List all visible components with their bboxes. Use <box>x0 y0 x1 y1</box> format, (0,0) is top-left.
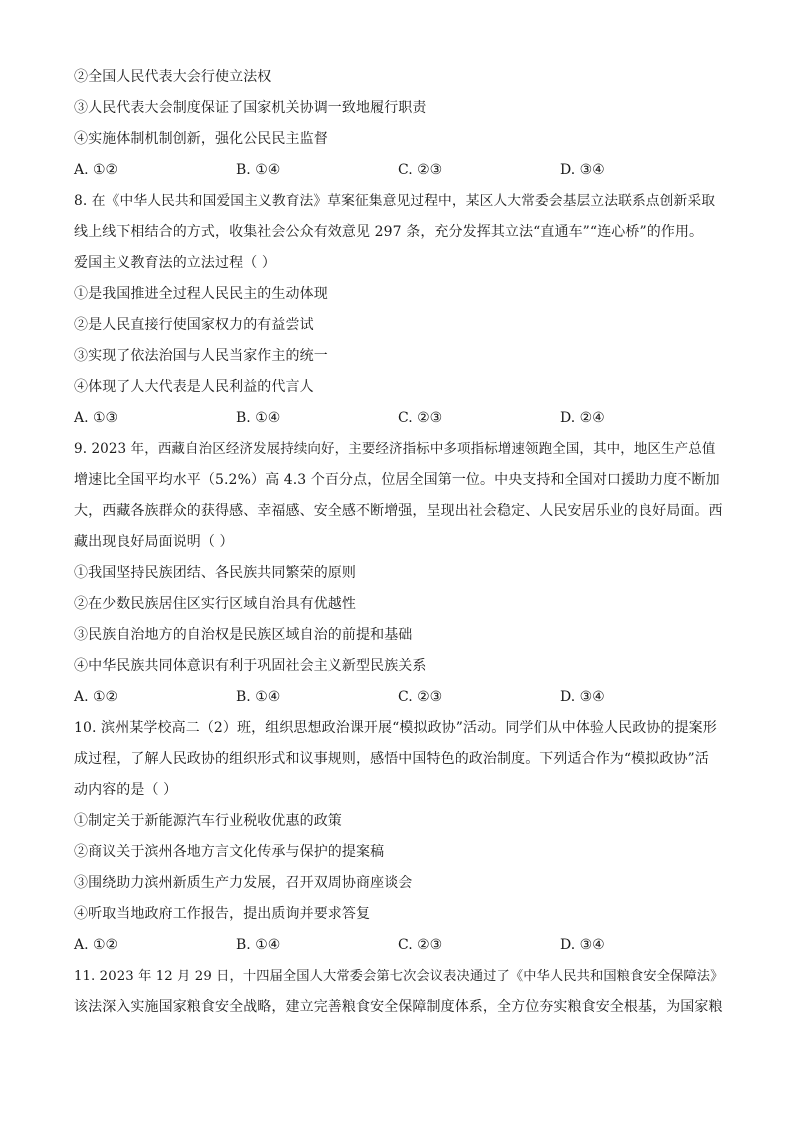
option-c: C. ②③ <box>398 410 443 426</box>
answer-options <box>74 930 724 961</box>
question-stem-line: 线上线下相结合的方式，收集社会公众有效意见 297 条，充分发挥其立法“直通车”“连心桥”的作用。 <box>74 224 704 240</box>
choice-item: ②商议关于滨州各地方言文化传承与保护的提案稿 <box>74 844 385 860</box>
choice-item: ①制定关于新能源汽车行业税收优惠的政策 <box>74 813 342 829</box>
option-c: C. ②③ <box>398 689 443 705</box>
answer-options <box>74 155 724 186</box>
choice-item: ④中华民族共同体意识有利于巩固社会主义新型民族关系 <box>74 658 427 674</box>
option-d: D. ③④ <box>560 162 605 178</box>
choice-item: ①我国坚持民族团结、各民族共同繁荣的原则 <box>74 565 356 581</box>
option-d: D. ②④ <box>560 410 605 426</box>
question-10 <box>74 713 724 961</box>
option-b: B. ①④ <box>236 689 281 705</box>
answer-options <box>74 403 724 434</box>
choice-item: ④实施体制机制创新，强化公民民主监督 <box>74 131 328 147</box>
choice-item: ②在少数民族居住区实行区域自治具有优越性 <box>74 596 356 612</box>
option-d: D. ③④ <box>560 689 605 705</box>
question-stem-line: 藏出现良好局面说明（ ） <box>74 534 234 550</box>
exam-page <box>74 62 724 1023</box>
option-d: D. ③④ <box>560 937 605 953</box>
question-stem-line: 该法深入实施国家粮食安全战略，建立完善粮食安全保障制度体系，全方位夯实粮食安全根基，为国家粮 <box>74 999 723 1015</box>
choice-item: ②全国人民代表大会行使立法权 <box>74 69 272 85</box>
answer-options <box>74 682 724 713</box>
question-11 <box>74 961 724 1023</box>
option-a: A. ①② <box>74 689 119 705</box>
question-8 <box>74 186 724 434</box>
option-a: A. ①③ <box>74 410 119 426</box>
choice-item: ③民族自治地方的自治权是民族区域自治的前提和基础 <box>74 627 413 643</box>
question-stem-line: 8. 在《中华人民共和国爱国主义教育法》草案征集意见过程中，某区人大常委会基层立法联系点创新采取 <box>74 193 716 209</box>
option-a: A. ①② <box>74 162 119 178</box>
question-stem-line: 9. 2023 年，西藏自治区经济发展持续向好，主要经济指标中多项指标增速领跑全国，其中，地区生产总值 <box>74 441 716 457</box>
choice-item: ②是人民直接行使国家权力的有益尝试 <box>74 317 314 333</box>
question-stem-line: 成过程，了解人民政协的组织形式和议事规则，感悟中国特色的政治制度。下列适合作为“模拟政协”活 <box>74 751 709 767</box>
question-stem-line: 爱国主义教育法的立法过程（ ） <box>74 255 276 271</box>
question-stem-line: 动内容的是（ ） <box>74 782 178 798</box>
question-stem-line: 10. 滨州某学校高二（2）班，组织思想政治课开展“模拟政协”活动。同学们从中体验人民政协的提案形 <box>74 720 717 736</box>
choice-item: ③围绕助力滨州新质生产力发展，召开双周协商座谈会 <box>74 875 413 891</box>
question-stem-line: 增速比全国平均水平（5.2%）高 4.3 个百分点，位居全国第一位。中央支持和全国对口援助力度不断加 <box>74 472 720 488</box>
question-7 <box>74 62 724 186</box>
option-c: C. ②③ <box>398 162 443 178</box>
choice-item: ③实现了依法治国与人民当家作主的统一 <box>74 348 328 364</box>
option-b: B. ①④ <box>236 162 281 178</box>
choice-item: ③人民代表大会制度保证了国家机关协调一致地履行职责 <box>74 100 427 116</box>
question-stem-line: 大，西藏各族群众的获得感、幸福感、安全感不断增强，呈现出社会稳定、人民安居乐业的良好局面。西 <box>74 503 723 519</box>
choice-item: ④体现了人大代表是人民利益的代言人 <box>74 379 314 395</box>
option-c: C. ②③ <box>398 937 443 953</box>
choice-item: ④听取当地政府工作报告，提出质询并要求答复 <box>74 906 371 922</box>
question-9 <box>74 434 724 713</box>
option-a: A. ①② <box>74 937 119 953</box>
option-b: B. ①④ <box>236 410 281 426</box>
option-b: B. ①④ <box>236 937 281 953</box>
choice-item: ①是我国推进全过程人民民主的生动体现 <box>74 286 328 302</box>
question-stem-line: 11. 2023 年 12 月 29 日，十四届全国人大常委会第七次会议表决通过了《中华人民共和国粮食安全保障法》 <box>74 969 724 984</box>
